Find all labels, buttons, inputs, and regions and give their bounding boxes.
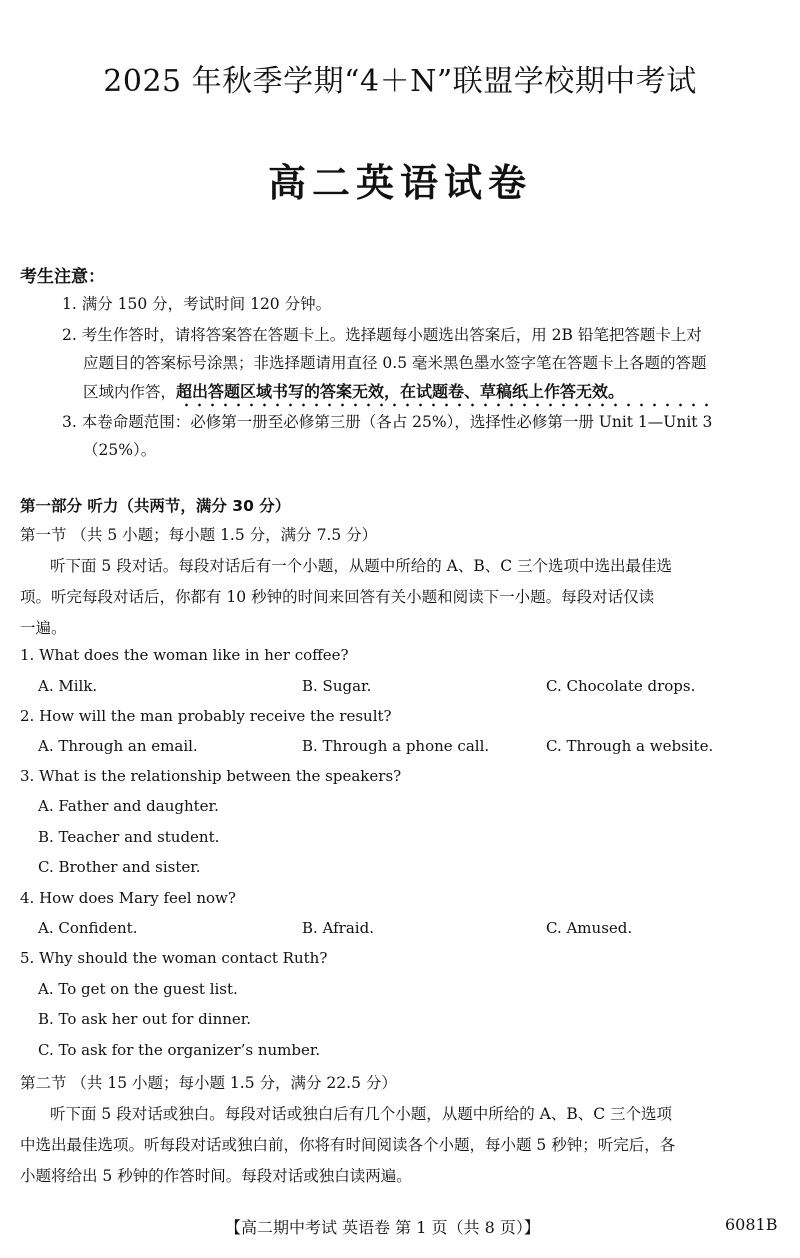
question-4-option-c: C. Amused. <box>546 919 633 937</box>
question-2-stem: 2. How will the man probably receive the result? <box>20 707 392 725</box>
section1-instruction-3: 一遍。 <box>20 619 67 637</box>
question-3-option-c: C. Brother and sister. <box>38 858 201 876</box>
question-1-option-c: C. Chocolate drops. <box>546 677 696 695</box>
question-4-stem: 4. How does Mary feel now? <box>20 889 236 907</box>
notice-emphasis: 超出答题区域书写的答案无效，在试题卷、草稿纸上作答无效。 <box>176 382 625 401</box>
section2-instruction-3: 小题将给出 5 秒钟的作答时间。每段对话或独白读两遍。 <box>20 1167 412 1185</box>
question-4-option-a: A. Confident. <box>38 919 138 937</box>
notice-item-2-last-line <box>83 379 624 402</box>
question-4-option-b: B. Afraid. <box>302 919 374 937</box>
section2-heading: 第二节 （共 15 小题；每小题 1.5 分，满分 22.5 分） <box>20 1074 397 1092</box>
notice-item-2-cont: 应题目的答案标号涂黑；非选择题请用直径 0.5 毫米黑色墨水签字笔在答题卡上各题的答题 <box>83 354 707 372</box>
question-1-option-b: B. Sugar. <box>302 677 372 695</box>
question-5-option-c: C. To ask for the organizer’s number. <box>38 1041 321 1059</box>
notice-item-2: 2. 考生作答时，请将答案答在答题卡上。选择题每小题选出答案后，用 2B 铅笔把答题卡上对 <box>62 326 702 344</box>
question-3-option-b: B. Teacher and student. <box>38 828 220 846</box>
section1-instruction-2: 项。听完每段对话后，你都有 10 秒钟的时间来回答有关小题和阅读下一小题。每段对话仅读 <box>20 588 655 606</box>
question-5-option-a: A. To get on the guest list. <box>38 980 238 998</box>
exam-title: 2025 年秋季学期“4＋N”联盟学校期中考试 <box>103 64 697 99</box>
question-3-stem: 3. What is the relationship between the speakers? <box>20 767 402 785</box>
notice-heading: 考生注意： <box>20 267 105 287</box>
question-2-option-b: B. Through a phone call. <box>302 737 490 755</box>
section2-instruction-1: 听下面 5 段对话或独白。每段对话或独白后有几个小题，从题中所给的 A、B、C 三个选项 <box>50 1105 673 1123</box>
section2-instruction-2: 中选出最佳选项。听每段对话或独白前，你将有时间阅读各个小题，每小题 5 秒钟；听完后，各 <box>20 1136 676 1154</box>
emphasis-dots <box>180 402 710 408</box>
notice-item-2-tail: 区域内作答， <box>83 383 177 401</box>
question-1-stem: 1. What does the woman like in her coffee? <box>20 646 349 664</box>
footer-code: 6081B <box>725 1215 778 1234</box>
question-3-option-a: A. Father and daughter. <box>38 797 219 815</box>
section1-heading: 第一节 （共 5 小题；每小题 1.5 分，满分 7.5 分） <box>20 526 378 544</box>
question-2-option-c: C. Through a website. <box>546 737 714 755</box>
footer-page-label: 【高二期中考试 英语卷 第 1 页（共 8 页）】 <box>225 1218 540 1237</box>
notice-item-3-cont: （25%）。 <box>83 441 157 459</box>
question-5-option-b: B. To ask her out for dinner. <box>38 1010 252 1028</box>
exam-subtitle: 高二英语试卷 <box>267 161 532 205</box>
notice-item-3: 3. 本卷命题范围：必修第一册至必修第三册（各占 25%），选择性必修第一册 Unit 1—Unit 3 <box>62 413 713 431</box>
notice-item-1: 1. 满分 150 分，考试时间 120 分钟。 <box>62 295 332 313</box>
question-5-stem: 5. Why should the woman contact Ruth? <box>20 949 328 967</box>
part1-heading: 第一部分 听力（共两节，满分 30 分） <box>20 497 291 515</box>
question-2-option-a: A. Through an email. <box>38 737 198 755</box>
question-1-option-a: A. Milk. <box>38 677 98 695</box>
section1-instruction-1: 听下面 5 段对话。每段对话后有一个小题，从题中所给的 A、B、C 三个选项中选出最佳选 <box>50 557 673 575</box>
